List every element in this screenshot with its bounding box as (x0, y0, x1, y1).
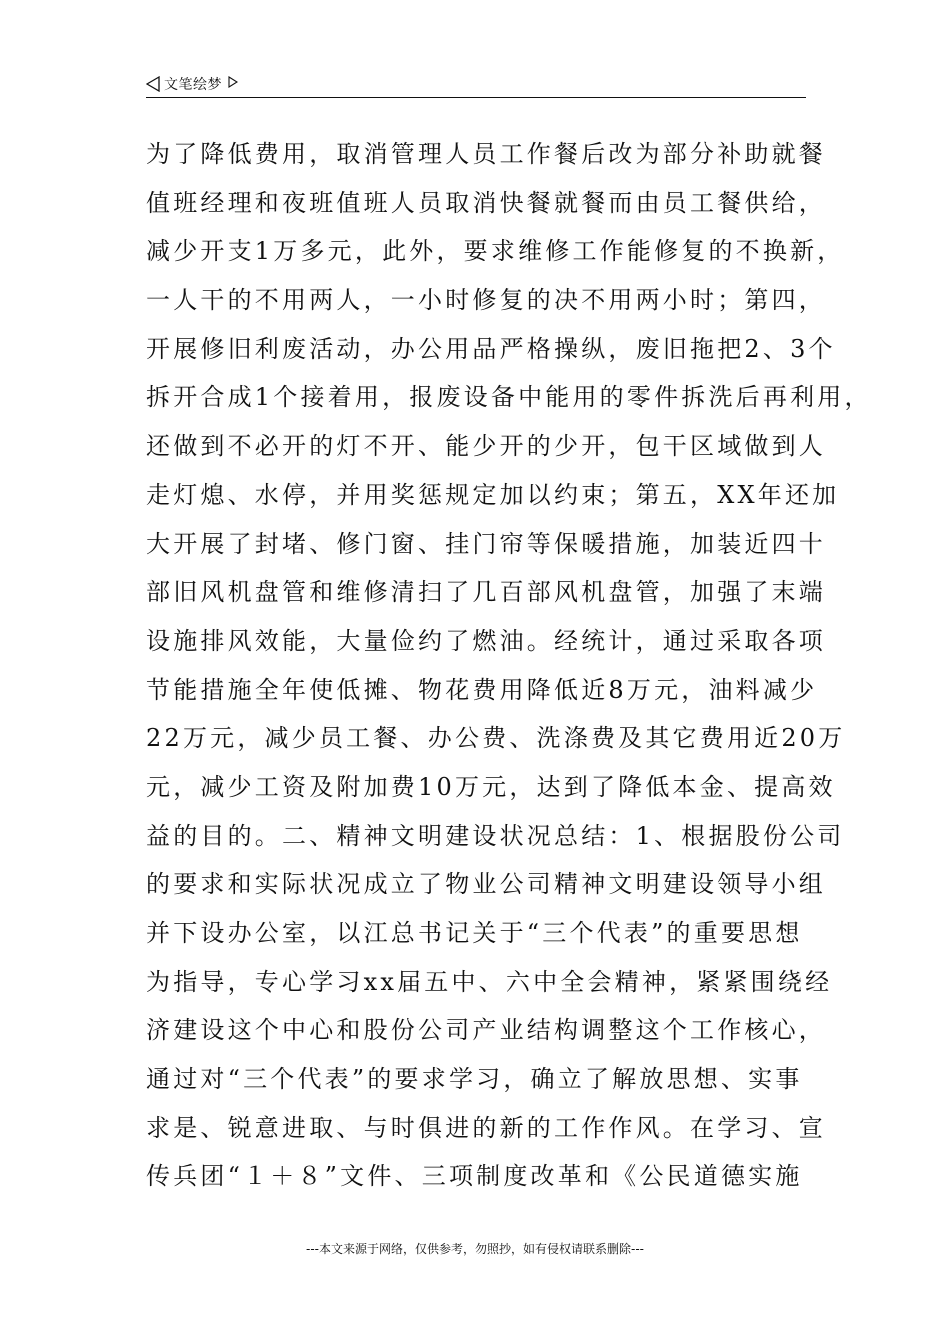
body-text-line: 开展修旧利废活动，办公用品严格操纵，废旧拖把2、3个 (146, 334, 836, 363)
brand-name: 文笔绘梦 (164, 77, 222, 93)
body-text-line: 济建设这个中心和股份公司产业结构调整这个工作核心， (146, 1016, 826, 1045)
body-text-line: 为指导，专心学习xx届五中、六中全会精神，紧紧围绕经 (146, 967, 833, 996)
body-text-line: 的要求和实际状况成立了物业公司精神文明建设领导小组 (146, 870, 826, 899)
footer-notice: ---本文来源于网络，仅供参考，勿照抄，如有侵权请联系删除--- (306, 1242, 644, 1256)
body-text-line: 元，减少工资及附加费10万元，达到了降低本金、提高效 (146, 772, 836, 801)
body-text-line: 求是、锐意进取、与时俱进的新的工作作风。在学习、宣 (146, 1113, 826, 1142)
body-text-line: 并下设办公室，以江总书记关于“三个代表”的重要思想 (146, 919, 803, 947)
body-text-line: 拆开合成1个接着用，报废设备中能用的零件拆洗后再利用， (146, 383, 872, 412)
body-text-line: 大开展了封堵、修门窗、挂门帘等保暖措施，加装近四十 (146, 529, 826, 558)
right-triangle-icon (228, 76, 242, 92)
header-brand (146, 74, 242, 94)
body-text-line: 部旧风机盘管和维修清扫了几百部风机盘管，加强了末端 (146, 578, 826, 607)
body-text-line: 走灯熄、水停，并用奖惩规定加以约束；第五，XX年还加 (146, 480, 840, 509)
body-text-line: 益的目的。二、精神文明建设状况总结：1、根据股份公司 (146, 821, 845, 850)
page-header (146, 72, 806, 98)
body-text-line: 设施排风效能，大量俭约了燃油。经统计，通过采取各项 (146, 626, 826, 655)
body-paragraph (146, 130, 872, 1201)
body-text-line: 22万元，减少员工餐、办公费、洗涤费及其它费用近20万 (146, 724, 846, 753)
left-triangle-icon (146, 76, 160, 92)
body-text-line: 传兵团“１＋８”文件、三项制度改革和《公民道德实施 (146, 1162, 803, 1191)
body-text-line: 还做到不必开的灯不开、能少开的少开，包干区域做到人 (146, 432, 826, 461)
header-rule (146, 97, 806, 98)
body-text-line: 通过对“三个代表”的要求学习，确立了解放思想、实事 (146, 1065, 803, 1094)
body-text-line: 值班经理和夜班值班人员取消快餐就餐而由员工餐供给， (146, 188, 826, 217)
body-text-line: 一人干的不用两人，一小时修复的决不用两小时；第四， (146, 286, 826, 315)
body-text-line: 为了降低费用，取消管理人员工作餐后改为部分补助就餐 (146, 140, 826, 168)
body-text-line: 减少开支1万多元，此外，要求维修工作能修复的不换新， (146, 237, 845, 266)
body-text-line: 节能措施全年使低摊、物花费用降低近8万元，油料减少 (146, 675, 818, 704)
